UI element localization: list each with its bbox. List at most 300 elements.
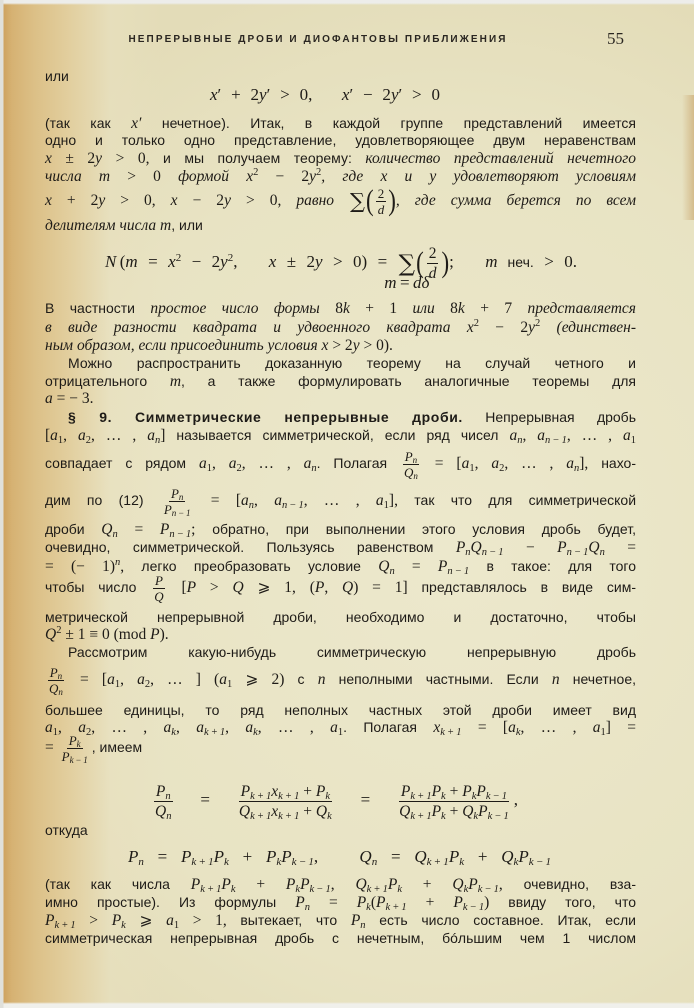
italic-run: Q (315, 802, 328, 820)
text-run: большее единицы, то ряд неполных частных этой дроби имеет вид (45, 702, 636, 718)
math-run: ], (388, 492, 398, 509)
italic-run: Q (588, 539, 600, 556)
subscript: k − 1 (462, 902, 485, 913)
italic-run: , где сумма берется по всем (395, 192, 636, 209)
subscript: k − 1 (69, 754, 88, 765)
fraction (237, 783, 334, 820)
italic-run: x (45, 150, 52, 167)
paragraph-line (45, 336, 636, 354)
paragraph-line (45, 426, 636, 444)
math-run: + (401, 876, 453, 893)
math-run: ; (191, 521, 196, 538)
subscript: k − 1 (477, 884, 499, 895)
italic-run: P (111, 912, 122, 929)
italic-run: N (105, 252, 117, 271)
italic-run: a (508, 719, 516, 736)
math-run: > 0. (533, 252, 577, 271)
display-equation (128, 848, 551, 866)
italic-run: Q (155, 802, 167, 820)
subscript: k + 1 (191, 856, 214, 868)
summation (384, 250, 430, 292)
bold-run: § 9. Симметрические непрерывные дроби. (68, 409, 463, 425)
running-head (0, 33, 636, 47)
paragraph-line (45, 114, 636, 132)
subscript: k + 1 (366, 884, 388, 895)
italic-run: P (150, 626, 160, 643)
math-run: ⩾ (125, 912, 167, 929)
italic-run: m (485, 252, 498, 271)
italic-run: P (404, 448, 413, 464)
italic-run: x (271, 782, 279, 800)
math-run: , … , (566, 427, 624, 444)
math-run: = (336, 790, 395, 809)
italic-run: P (431, 782, 442, 800)
subscript: n − 1 (281, 500, 304, 511)
math-run: − 2 (478, 319, 529, 336)
italic-run: P (350, 912, 361, 929)
italic-run: n (317, 671, 326, 688)
text-run: симметрическая непрерывная дробь с нечетным, бóльшим чем 1 числом (45, 930, 636, 946)
math-run: + (299, 802, 316, 820)
italic-run: x′ (131, 115, 142, 132)
italic-run: представляется (527, 300, 636, 317)
text-run: неч. (497, 254, 534, 270)
italic-run: P (462, 782, 472, 800)
math-run: , … , (91, 719, 164, 736)
subscript: n (248, 500, 254, 511)
text-run: откуда (45, 822, 88, 838)
fraction-numerator (239, 783, 332, 802)
text-run: легко преобразовать условие (124, 558, 379, 574)
text-run: вытекает, что (226, 912, 351, 928)
italic-run: Q (452, 876, 464, 893)
italic-run: P (437, 558, 448, 575)
paragraph-line (45, 625, 636, 643)
subscript: n − 1 (171, 507, 191, 518)
italic-run: P (518, 847, 529, 866)
math-run: 2 (377, 185, 385, 201)
italic-run: Q (462, 802, 474, 820)
subscript: k − 1 (528, 856, 551, 868)
paragraph-line (45, 718, 636, 736)
italic-run: P (181, 847, 192, 866)
italic-run: x (466, 319, 474, 336)
math-run: > (196, 579, 233, 596)
subscript: n (58, 686, 63, 697)
text-run: (так как (45, 115, 132, 131)
superscript: 2 (56, 625, 62, 636)
superscript: 2 (253, 167, 259, 178)
paragraph-line (45, 732, 636, 765)
subscript: k + 1 (54, 920, 76, 931)
italic-run: a (78, 427, 86, 444)
math-run: , … , (91, 427, 148, 444)
paragraph-line (45, 448, 637, 481)
paragraph-line (45, 354, 636, 372)
italic-run: или (412, 300, 451, 317)
italic-run: P (240, 782, 251, 800)
italic-run: в виде разности квадрата и удвоенного квадрата (45, 319, 467, 336)
italic-run: P (431, 802, 442, 820)
italic-run: P (300, 876, 310, 893)
math-run: , (330, 876, 356, 893)
text-run: В частности (45, 300, 151, 316)
text-run: отрицательного (45, 373, 170, 389)
math-run: , (175, 719, 197, 736)
summation-sign: ∑ (350, 189, 366, 214)
math-run: = [ (461, 719, 509, 736)
subscript: 2 (499, 463, 505, 474)
text-run: одно и только одно представление, удовлетворяющее двум неравенствам (45, 132, 636, 148)
math-run: [ (167, 579, 187, 596)
text-run: или (45, 68, 69, 84)
italic-run: P (387, 876, 398, 893)
text-run: дим по (12) (45, 492, 160, 508)
italic-run: k (457, 300, 465, 317)
fraction-numerator (169, 487, 185, 502)
subscript: k (325, 790, 331, 802)
fraction (60, 734, 90, 763)
math-run: ). (159, 626, 169, 643)
subscript: k + 1 (200, 884, 222, 895)
math-run: , (513, 790, 519, 809)
subscript: n (178, 491, 184, 502)
italic-run: делителям числа (45, 217, 161, 234)
subscript: k (295, 884, 301, 895)
subscript: n − 1 (481, 547, 504, 558)
math-run: = − 3. (52, 390, 94, 407)
subscript: 1 (469, 463, 475, 474)
italic-run: x (210, 85, 218, 104)
paragraph-line (45, 318, 636, 336)
bracket: ) (388, 184, 396, 217)
italic-run: P (400, 782, 411, 800)
superscript: n (115, 557, 121, 568)
math-run: − 2 (177, 192, 225, 209)
italic-run: Q (342, 579, 354, 596)
italic-run: P (281, 847, 292, 866)
italic-run: y (98, 192, 106, 209)
subscript: 1 (630, 435, 637, 446)
subscript: k + 1 (440, 727, 462, 738)
subscript: n (304, 902, 310, 913)
paragraph-line (45, 701, 636, 719)
math-run: ) (484, 894, 490, 911)
italic-run: P (557, 539, 567, 556)
text-run: представлялось в виде сим- (407, 579, 636, 595)
superscript: 2 (227, 252, 234, 264)
math-run: , (233, 252, 269, 271)
italic-run: a (241, 492, 249, 509)
superscript: 2 (316, 167, 322, 178)
italic-run: m (125, 252, 138, 271)
fraction-numerator (403, 450, 419, 465)
italic-run: dδ (412, 272, 430, 292)
text-run: . Полагая (343, 719, 434, 735)
text-run: . Полагая (316, 455, 400, 471)
subscript: n (412, 454, 418, 465)
italic-run: a (491, 455, 500, 472)
subscript: k + 1 (410, 790, 432, 802)
italic-run: (единствен- (540, 319, 636, 336)
math-run: , (254, 492, 275, 509)
italic-run: Q (501, 847, 514, 866)
text-run: нечетное). Итак, в каждой группе представлений имеется (141, 115, 636, 131)
text-run: и мы получаем теорему: (149, 150, 366, 166)
italic-run: m (160, 217, 172, 234)
subscript: k + 1 (278, 790, 300, 802)
subscript: 1 (383, 500, 389, 511)
italic-run: y (309, 168, 317, 185)
subscript: 1 (114, 679, 121, 690)
math-run: , (225, 719, 246, 736)
italic-run: d (428, 264, 437, 282)
subscript: k (397, 884, 402, 895)
math-run: ) = 1] (353, 579, 408, 596)
italic-run: P (155, 572, 163, 588)
italic-run: x (170, 192, 178, 209)
math-run: = (45, 739, 58, 756)
italic-run: a (375, 492, 384, 509)
italic-run: Q (232, 579, 244, 596)
text-run: Непрерывная дробь (462, 409, 636, 425)
fraction-numerator (376, 187, 387, 202)
subscript: 1 (337, 727, 344, 738)
math-run: , … , (520, 719, 593, 736)
italic-run: a (45, 390, 53, 407)
summation-sign: ∑ (398, 250, 416, 277)
italic-run: простое число формы (150, 300, 336, 317)
subscript: k (513, 856, 519, 868)
math-run: , … , (504, 455, 567, 472)
italic-run: y (220, 252, 228, 271)
italic-run: a (461, 455, 470, 472)
math-run: > (75, 912, 112, 929)
italic-run: x (321, 337, 329, 354)
math-run: + (406, 894, 454, 911)
math-run: ′ + 2 (217, 85, 260, 104)
math-run: , … ] ( (150, 671, 220, 688)
math-run: , (313, 847, 360, 866)
math-run: − (503, 539, 558, 556)
subscript: k (76, 738, 81, 749)
subscript: k (171, 727, 176, 738)
subscript: n − 1 (169, 529, 192, 540)
math-run: = (309, 894, 357, 911)
italic-run: Q (359, 847, 372, 866)
italic-run: Q (378, 558, 390, 575)
italic-run: y (528, 319, 535, 336)
subscript: 2 (236, 463, 242, 474)
subscript: 1 (173, 920, 180, 931)
italic-run: y (224, 192, 231, 209)
subscript: k + 1 (250, 810, 272, 822)
italic-run: a (245, 719, 254, 736)
subscript: k (441, 810, 446, 822)
paragraph-line (45, 149, 636, 167)
display-equation (105, 244, 577, 292)
paragraph-line (45, 167, 636, 185)
math-run: + (464, 847, 502, 866)
paragraph-line (45, 485, 637, 518)
italic-run: P (45, 912, 55, 929)
subscript: n − 1 (447, 566, 470, 577)
paragraph-line (45, 372, 636, 390)
italic-run: a (228, 455, 237, 472)
subscript: 1 (52, 727, 58, 738)
italic-run: формой (178, 168, 247, 185)
fraction-numerator (48, 666, 64, 681)
italic-run: Q (154, 588, 164, 604)
paragraph-line (45, 67, 636, 85)
subscript: k + 1 (410, 810, 432, 822)
italic-run: Q (49, 680, 59, 696)
math-run: − 2 (258, 168, 310, 185)
subscript: n (57, 670, 63, 681)
superscript: 2 (534, 318, 541, 329)
subscript: n (574, 463, 580, 474)
subscript: k + 1 (203, 727, 226, 738)
fraction-denominator (153, 802, 173, 820)
text-run: Можно распространить доказанную теорему на случай четного и (68, 355, 636, 371)
italic-run: a (274, 492, 282, 509)
subscript: k − 1 (487, 810, 509, 822)
subscript: n (413, 470, 418, 481)
italic-run: Q (45, 626, 57, 643)
paragraph-line (45, 389, 636, 407)
text-run: в такое: для того (469, 558, 636, 574)
italic-run: a (50, 427, 58, 444)
paragraph-line (45, 538, 636, 556)
subscript: k − 1 (485, 790, 508, 802)
math-run: , (474, 455, 492, 472)
fraction-numerator (427, 245, 439, 264)
math-run: + (228, 847, 266, 866)
subscript: k (276, 856, 282, 868)
math-run: + 1 (349, 300, 413, 317)
italic-run: a (107, 671, 115, 688)
paragraph-line (45, 911, 636, 929)
subscript: k (366, 902, 371, 913)
section-heading-line (45, 408, 636, 426)
italic-run: a (198, 455, 207, 472)
italic-run: количество представлений нечетного (365, 150, 636, 167)
fraction-numerator (154, 783, 173, 802)
italic-run: равно (296, 192, 350, 209)
italic-run: n (551, 671, 560, 688)
math-run: ] (160, 427, 166, 444)
subscript: n (465, 547, 471, 558)
italic-run: a (330, 719, 338, 736)
paragraph-line (45, 929, 636, 947)
italic-run: ным образом, если присоединить условия (45, 337, 322, 354)
text-run: (так как числа (45, 876, 191, 892)
paragraph-line (45, 216, 636, 234)
text-run: Рассмотрим какую-нибудь симметрическую непрерывную дробь (68, 644, 636, 660)
math-run: ⩾ 1, ( (243, 579, 315, 596)
paragraph-line (45, 875, 636, 893)
math-run: = (176, 790, 234, 809)
italic-run: m (384, 272, 397, 292)
subscript: k (463, 884, 469, 895)
text-run: чтобы число (45, 579, 151, 595)
math-run: + 7 (464, 300, 528, 317)
paragraph-line (45, 821, 636, 839)
italic-run: P (163, 501, 172, 517)
italic-run: P (68, 732, 77, 748)
italic-run: P (213, 847, 224, 866)
math-run: ′ > 0, (266, 85, 342, 104)
math-run: ± 1 ≡ 0 (mod (61, 626, 151, 643)
italic-run: Q (470, 539, 482, 556)
math-run: 8 (335, 300, 343, 317)
paragraph-line (45, 299, 636, 317)
italic-run: m (98, 168, 111, 185)
italic-run: a (537, 427, 546, 444)
math-run: ] = (605, 719, 637, 736)
math-run: > 0) = (322, 252, 398, 271)
italic-run: P (448, 847, 460, 866)
paragraph-line (45, 572, 636, 604)
math-run: , (211, 455, 229, 472)
math-run: , … , (257, 719, 331, 736)
fraction-denominator (397, 802, 511, 820)
text-run: совпадает с рядом (45, 455, 199, 471)
italic-run: x (268, 252, 277, 271)
math-run: ± 2 (276, 252, 316, 271)
paragraph-line (45, 893, 636, 911)
italic-run: Q (403, 464, 414, 480)
math-run: > 0, (105, 192, 171, 209)
math-run: = (143, 847, 181, 866)
text-run: очевидно, симметрической. Пользуясь равенством (45, 539, 456, 555)
math-run: + (445, 782, 463, 800)
math-run: ⩾ 2) (232, 671, 285, 688)
math-run: ± 2 (51, 150, 96, 167)
italic-run: P (128, 847, 139, 866)
italic-run: a (166, 912, 174, 929)
display-equation (150, 782, 519, 822)
italic-run: x (168, 252, 176, 271)
italic-run: P (61, 748, 70, 764)
italic-run: P (186, 579, 197, 596)
italic-run: P (468, 876, 478, 893)
math-run: , (63, 427, 79, 444)
subscript: k (515, 727, 521, 738)
math-run: + (445, 802, 463, 820)
math-run: ′ > 0 (398, 85, 440, 104)
summation-limit (384, 272, 430, 292)
italic-run: P (155, 782, 166, 800)
fraction-denominator (47, 681, 65, 695)
italic-run: a (163, 719, 172, 736)
math-run: = (396, 272, 413, 292)
fraction (162, 487, 193, 516)
running-head-title: НЕПРЕРЫВНЫЕ ДРОБИ И ДИОФАНТОВЫ ПРИБЛИЖЕНИЯ (128, 34, 508, 45)
text-run: дроби (45, 521, 102, 537)
paragraph-line (45, 184, 636, 217)
subscript: k − 1 (291, 856, 314, 868)
subscript: n − 1 (545, 435, 567, 446)
italic-run: a (45, 719, 53, 736)
subscript: 2 (144, 679, 151, 690)
fraction (153, 783, 173, 820)
subscript: 1 (226, 679, 233, 690)
italic-run: a (509, 427, 518, 444)
subscript: n (138, 856, 144, 868)
fraction-numerator (153, 574, 165, 589)
subscript: n (517, 435, 523, 446)
